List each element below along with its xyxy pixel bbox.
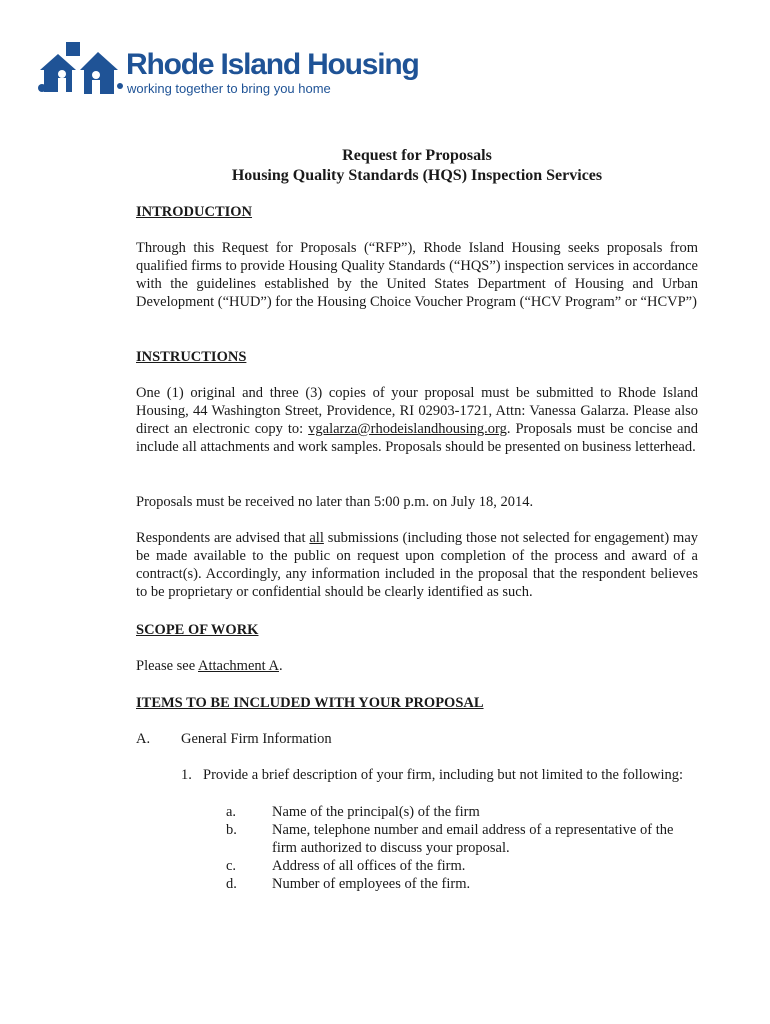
introduction-paragraph: Through this Request for Proposals (“RFP”), Rhode Island Housing seeks proposals from qualified firms to provide Housing Quality Standards (“HQS”) inspection services in accordance with the guidelines established by the United States Department of Housing and Urban Development (“HUD”) for the Housing Choice Voucher Program (“HCV Program” or “HCVP”) xyxy=(136,240,698,310)
logo-tagline: working together to bring you home xyxy=(127,81,331,96)
sub-item-a xyxy=(226,803,698,821)
scope-text: Please see xyxy=(136,658,199,674)
disclosure-text: Respondents are advised that xyxy=(136,530,310,546)
scope-heading: SCOPE OF WORK xyxy=(136,622,259,638)
sub-item-text: Name, telephone number and email address of a representative of the firm authorized to discuss your proposal. xyxy=(272,822,674,856)
sub-item-letter: a. xyxy=(226,804,237,820)
item-number: 1. xyxy=(181,767,192,783)
document-title: Request for Proposals xyxy=(342,147,492,164)
introduction-heading: INTRODUCTION xyxy=(136,204,253,220)
section-letter: A. xyxy=(136,731,151,747)
items-heading: ITEMS TO BE INCLUDED WITH YOUR PROPOSAL xyxy=(136,695,484,711)
houses-people-logo-icon xyxy=(36,40,126,104)
sub-item-text: Name of the principal(s) of the firm xyxy=(272,804,480,820)
sub-item-c xyxy=(226,857,698,875)
sub-item-b xyxy=(226,821,698,857)
instructions-paragraph-deadline: Proposals must be received no later than 5:00 p.m. on July 18, 2014. xyxy=(136,494,534,510)
sub-item-text: Address of all offices of the firm. xyxy=(272,858,466,874)
email-link[interactable]: vgalarza@rhodeislandhousing.org xyxy=(308,421,507,437)
sub-item-letter: d. xyxy=(226,876,237,892)
attachment-a-link[interactable]: Attachment A xyxy=(198,658,279,674)
disclosure-text-end: submissions (including those not selected for engagement) may be made available to the public on request upon completion of the process and award of a contract(s). Accordingly, any information included in the proposal that the respondent believes to be proprietary or confidential should be clearly identified as such. xyxy=(136,530,699,600)
section-title: General Firm Information xyxy=(181,731,332,747)
disclosure-emphasis: all xyxy=(309,530,324,546)
submission-text: One (1) original and three (3) copies of your proposal must be submitted to Rhode Island Housing, 44 Washington Street, Providence, RI 02903-1721, Attn: Vanessa Galarza. Please also direct an electronic copy to: xyxy=(136,385,698,437)
instructions-paragraph-disclosure xyxy=(136,529,698,601)
logo-name: Rhode Island Housing xyxy=(126,48,419,81)
rhode-island-housing-logo xyxy=(36,40,419,104)
instructions-paragraph-submission xyxy=(136,384,698,456)
instructions-heading: INSTRUCTIONS xyxy=(136,349,247,365)
scope-paragraph xyxy=(136,657,698,675)
sub-item-letter: b. xyxy=(226,822,237,838)
sub-item-letter: c. xyxy=(226,858,237,874)
list-item xyxy=(181,766,698,784)
submission-text-end: . Proposals must be concise and include all attachments and work samples. Proposals should be presented on business letterhead. xyxy=(136,421,698,455)
sub-item-d xyxy=(226,875,698,893)
document-subtitle: Housing Quality Standards (HQS) Inspection Services xyxy=(231,167,603,184)
scope-text-end: . xyxy=(278,658,283,674)
item-text: Provide a brief description of your firm, including but not limited to the following: xyxy=(203,767,684,783)
sub-item-text: Number of employees of the firm. xyxy=(272,876,471,892)
